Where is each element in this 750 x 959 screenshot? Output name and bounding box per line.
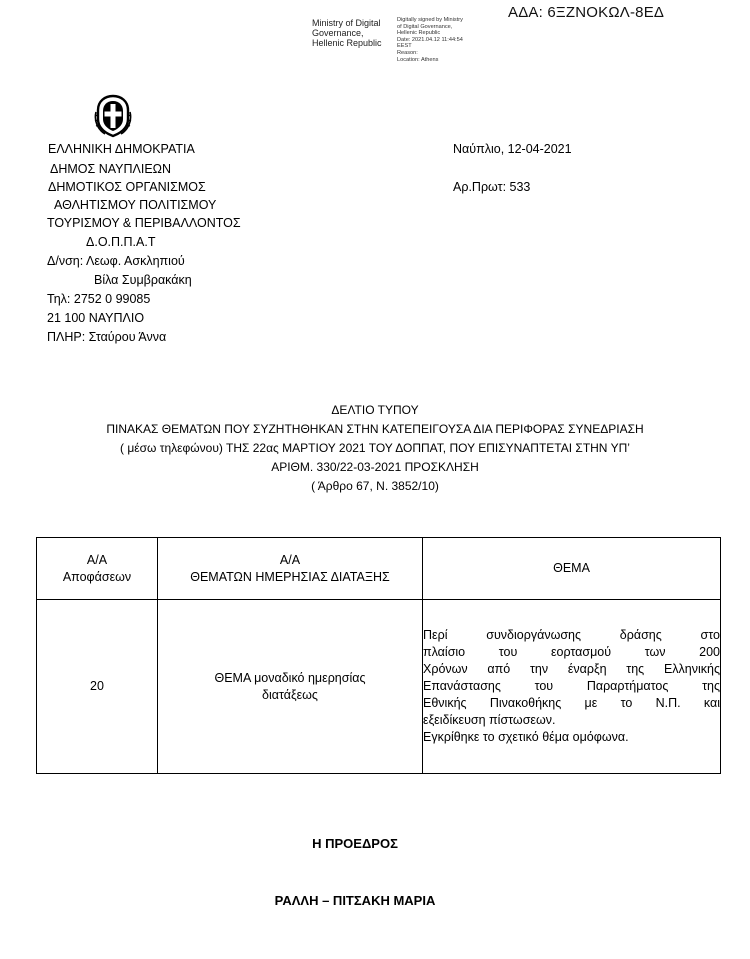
decision-number-cell: 20 bbox=[37, 600, 158, 774]
topic-line: Εθνικής Πινακοθήκης με το Ν.Π. και bbox=[423, 696, 720, 710]
place-date: Ναύπλιο, 12-04-2021 bbox=[453, 142, 572, 156]
topic-line: πλαίσιο του εορτασμού των 200 bbox=[423, 645, 720, 659]
signatory-role: Η ΠΡΟΕΔΡΟΣ bbox=[312, 836, 398, 851]
decision-number-header: Α/Α Αποφάσεων bbox=[37, 538, 158, 600]
topic-line: Περί συνδιοργάνωσης δράσης στο bbox=[423, 628, 720, 642]
topic-cell bbox=[423, 600, 721, 774]
table-header-row bbox=[37, 538, 721, 600]
sender-line: 21 100 ΝΑΥΠΛΙΟ bbox=[47, 311, 145, 325]
sig-detail-line: Date: 2021.04.12 11:44:54 bbox=[397, 36, 463, 43]
sig-detail-line: EEST bbox=[397, 43, 412, 50]
sender-line: Τηλ: 2752 0 99085 bbox=[47, 292, 151, 306]
press-heading-line: ΠΙΝΑΚΑΣ ΘΕΜΑΤΩΝ ΠΟΥ ΣΥΖΗΤΗΘΗΚΑΝ ΣΤΗΝ ΚΑΤΕΠΕΙΓΟΥΣΑ ΔΙΑ ΠΕΡΙΦΟΡΑΣ ΣΥΝΕΔΡΙΑΣΗ bbox=[106, 422, 644, 436]
sender-line: ΕΛΛΗΝΙΚΗ ΔΗΜΟΚΡΑΤΙΑ bbox=[48, 142, 195, 156]
sender-line: ΤΟΥΡΙΣΜΟΥ & ΠΕΡΙΒΑΛΛΟΝΤΟΣ bbox=[47, 216, 241, 230]
ada-code: ΑΔΑ: 6ΞΖΝΟΚΩΛ-8ΕΔ bbox=[508, 4, 665, 21]
subjects-table bbox=[36, 537, 721, 774]
sig-detail-line: Location: Athens bbox=[397, 56, 439, 63]
sender-line: Δ.Ο.Π.Π.Α.Τ bbox=[86, 235, 156, 249]
sender-line: Βίλα Συμβρακάκη bbox=[94, 273, 192, 287]
sig-detail-line: Digitally signed by Ministry bbox=[397, 17, 463, 23]
topic-line: Χρόνων από την έναρξη της Ελληνικής bbox=[423, 662, 720, 676]
sender-line: ΠΛΗΡ: Σταύρου Άννα bbox=[47, 330, 167, 344]
press-release-title: ΔΕΛΤΙΟ ΤΥΠΟΥ bbox=[331, 403, 419, 417]
agenda-item-cell: ΘΕΜΑ μοναδικό ημερησίας διατάξεως bbox=[158, 600, 423, 774]
signatory-name: ΡΑΛΛΗ – ΠΙΤΣΑΚΗ ΜΑΡΙΑ bbox=[274, 893, 436, 908]
signer-line: Ministry of Digital bbox=[312, 18, 381, 28]
greek-emblem-icon bbox=[91, 92, 135, 138]
sig-detail-line: of Digital Governance, bbox=[397, 23, 453, 30]
sender-line: ΔΗΜΟΣ ΝΑΥΠΛΙΕΩΝ bbox=[50, 162, 172, 176]
table-row bbox=[37, 600, 721, 774]
protocol-number: Αρ.Πρωτ: 533 bbox=[453, 180, 531, 194]
signer-line: Governance, bbox=[312, 28, 364, 38]
signer-block bbox=[312, 18, 382, 48]
topic-line: Επανάστασης του Παραρτήματος της bbox=[423, 679, 720, 693]
press-heading-line: ΑΡΙΘΜ. 330/22-03-2021 ΠΡΟΣΚΛΗΣΗ bbox=[271, 460, 479, 474]
press-heading-line: ( μέσω τηλεφώνου) ΤΗΣ 22ας ΜΑΡΤΙΟΥ 2021 ΤΟΥ ΔΟΠΠΑΤ, ΠΟΥ ΕΠΙΣΥΝΑΠΤΕΤΑΙ ΣΤΗΝ ΥΠ’ bbox=[120, 441, 630, 455]
approval-text: Εγκρίθηκε το σχετικό θέμα ομόφωνα. bbox=[423, 730, 629, 744]
topic-header: ΘΕΜΑ bbox=[423, 538, 721, 600]
digital-signature-details bbox=[397, 17, 463, 63]
agenda-number-header: Α/Α ΘΕΜΑΤΩΝ ΗΜΕΡΗΣΙΑΣ ΔΙΑΤΑΞΗΣ bbox=[158, 538, 423, 600]
sender-line: ΑΘΛΗΤΙΣΜΟΥ ΠΟΛΙΤΙΣΜΟΥ bbox=[54, 198, 217, 212]
topic-line: εξειδίκευση πίστωσεων. bbox=[423, 713, 556, 727]
sig-detail-line: Hellenic Republic bbox=[397, 30, 441, 37]
sig-detail-line: Reason: bbox=[397, 49, 418, 56]
press-heading-line: ( Άρθρο 67, Ν. 3852/10) bbox=[311, 479, 439, 493]
signer-line: Hellenic Republic bbox=[312, 38, 382, 48]
sender-line: Δ/νση: Λεωφ. Ασκληπιού bbox=[47, 254, 185, 268]
sender-line: ΔΗΜΟΤΙΚΟΣ ΟΡΓΑΝΙΣΜΟΣ bbox=[48, 180, 206, 194]
